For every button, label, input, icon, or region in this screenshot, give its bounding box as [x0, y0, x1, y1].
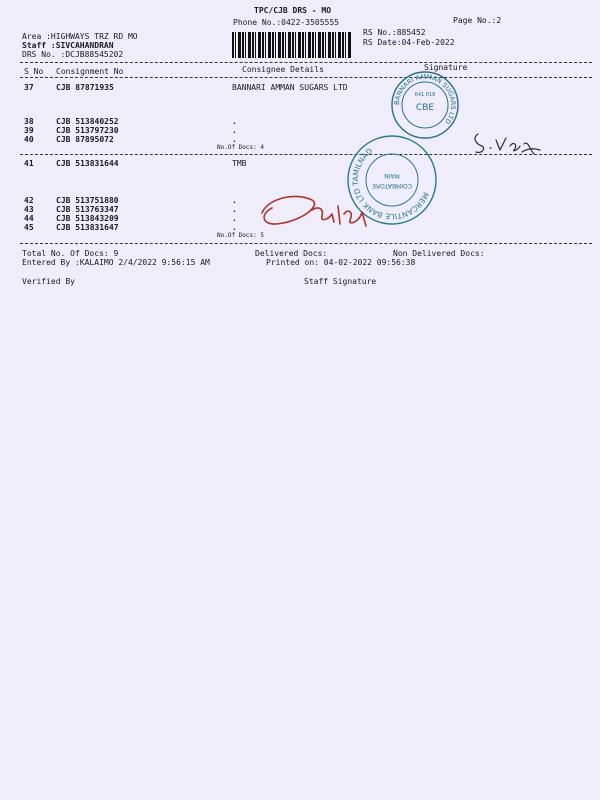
stamps-layer — [0, 0, 600, 300]
page-number: Page No.:2 — [453, 16, 502, 25]
company-stamp — [392, 72, 458, 138]
drs-number: DRS No. :DCJB88545202 — [22, 50, 124, 59]
handwritten-initials — [475, 134, 540, 154]
staff-signature: Staff Signature — [304, 277, 377, 286]
non-delivered-docs: Non Delivered Docs: — [393, 249, 485, 258]
handwritten-signature — [262, 196, 366, 226]
rs-number: RS No.:885452 — [363, 28, 426, 37]
delivered-docs: Delivered Docs: — [255, 249, 328, 258]
bank-stamp — [339, 136, 438, 233]
area-label: Area :HIGHWAYS TRZ RD MO — [22, 32, 138, 41]
company-stamp-center: CBE — [415, 103, 435, 113]
report-title: TPC/CJB DRS - MO — [254, 6, 332, 15]
total-docs: Total No. Of Docs: 9 — [22, 249, 119, 258]
printed-on: Printed on: 04-02-2022 09:56:38 — [266, 258, 416, 267]
company-stamp-ring-text: BANNARI AMMAN SUGARS LTD — [392, 72, 458, 126]
col-sno: S No — [24, 67, 44, 76]
bank-stamp-line2: MAIN — [384, 172, 400, 179]
bank-stamp-line1: COIMBATORE — [372, 182, 412, 189]
rs-date: RS Date:04-Feb-2022 — [363, 38, 455, 47]
col-consignment: Consignment No — [56, 67, 124, 76]
bank-stamp-ring-text: MERCANTILE BANK LTD TAMILNAD — [350, 146, 431, 222]
company-stamp-pin: 641 018 — [414, 92, 436, 98]
staff-label: Staff :SIVCAHANDRAN — [22, 41, 114, 50]
col-signature: Signature — [424, 63, 468, 72]
docs-count: No.Of Docs: 4 — [217, 144, 264, 151]
phone-number: Phone No.:0422-3505555 — [233, 18, 339, 27]
entered-by: Entered By :KALAIMO 2/4/2022 9:56:15 AM — [22, 258, 210, 267]
docs-count: No.Of Docs: 5 — [217, 232, 264, 239]
col-consignee: Consignee Details — [242, 65, 324, 74]
verified-by: Verified By — [22, 277, 75, 286]
